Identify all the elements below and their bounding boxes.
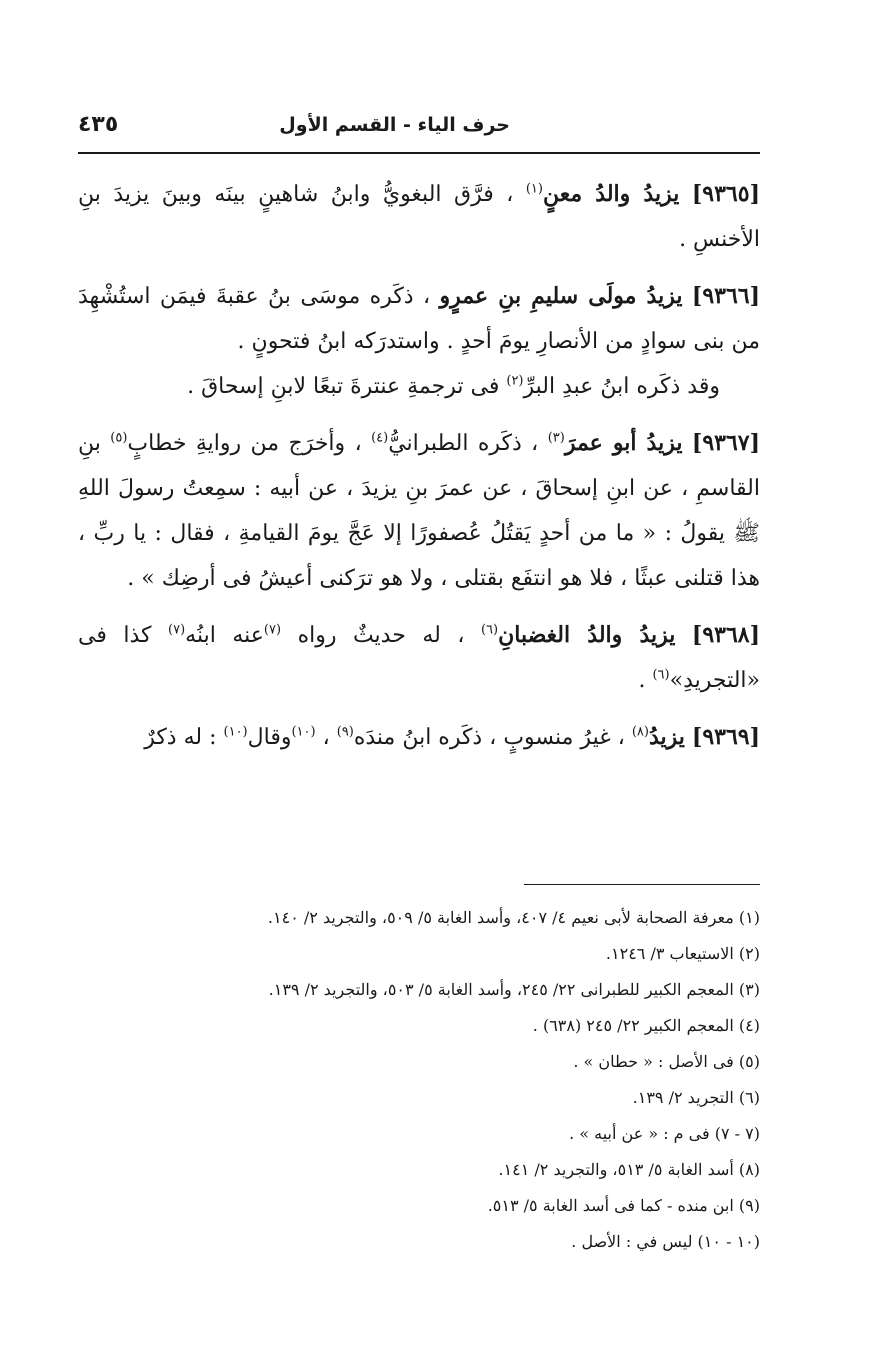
footnote: (٢) الاستيعاب ٣/ ١٢٤٦. bbox=[605, 944, 760, 963]
hadith-quote: « ما من أحدٍ يَقتُلُ عُصفورًا إلا عَجَّ يومَ القيامةِ ، فقال : يا ربِّ ، هذا قتلنى عبثًا ، فلا هو انتفَع بقتلى ، ولا هو ترَكنى أعيشُ فى أرضِك » . bbox=[78, 521, 760, 591]
footnote: (٨) أسد الغابة ٥/ ٥١٣، والتجريد ٢/ ١٤١. bbox=[498, 1160, 760, 1179]
entry-9366 bbox=[78, 274, 760, 409]
entry-text: عنه ابنُه bbox=[185, 623, 264, 648]
entry-name: يزيدُ أبو عمرَ bbox=[564, 430, 683, 456]
footnote-marker: (٥) bbox=[110, 430, 128, 446]
footnote-marker: (١٠) bbox=[223, 724, 248, 740]
entry-9365 bbox=[78, 172, 760, 262]
footnote: (٥) فى الأصل : « حطان » . bbox=[573, 1052, 760, 1071]
entry-text: ، غيرُ منسوبٍ ، ذكَره ابنُ مندَه bbox=[353, 725, 625, 750]
entry-paragraph bbox=[78, 274, 760, 364]
entry-paragraph bbox=[78, 172, 760, 262]
footnotes bbox=[78, 900, 760, 1260]
footnote-marker: (٦) bbox=[480, 622, 499, 638]
footnote: (٦) التجريد ٢/ ١٣٩. bbox=[632, 1088, 760, 1107]
footnote: (٧ - ٧) فى م : « عن أبيه » . bbox=[569, 1124, 760, 1143]
entry-9368 bbox=[78, 613, 760, 703]
entry-number: [٩٣٦٧] bbox=[691, 430, 760, 456]
entry-text: ، ذكَره الطبرانيُّ bbox=[388, 431, 539, 456]
entry-text: بنِ القاسمِ ، عن ابنِ إسحاقَ ، عن عمرَ بنِ يزيدَ ، عن أبيه : سمِعتُ رسولَ اللهِ ﷺ يقولُ : bbox=[78, 431, 760, 546]
entry-number: [٩٣٦٦] bbox=[691, 283, 760, 309]
entry-number: [٩٣٦٩] bbox=[691, 724, 760, 750]
entry-text: فى ترجمةِ عنترةَ تبعًا لابنِ إسحاقَ . bbox=[187, 374, 500, 399]
entry-name: يزيدُ bbox=[648, 724, 685, 750]
entry-number: [٩٣٦٥] bbox=[691, 181, 760, 207]
entry-text: ، ذكَره موسَى بنُ عقبةَ فيمَن استُشْهِدَ من بنى سوادٍ من الأنصارِ يومَ أحدٍ . واستدرَكه ابنُ فتحونٍ . bbox=[78, 284, 760, 354]
entry-text: ، bbox=[322, 725, 330, 750]
footnote-separator bbox=[524, 884, 760, 885]
footnote: (٩) ابن منده - كما فى أسد الغابة ٥/ ٥١٣. bbox=[487, 1196, 760, 1215]
entry-text: . bbox=[638, 668, 646, 693]
entry-name: يزيدُ والدُ الغضبانِ bbox=[498, 622, 676, 648]
footnote-marker: (٣) bbox=[547, 430, 565, 446]
footnote: (١) معرفة الصحابة لأبى نعيم ٤/ ٤٠٧، وأسد الغابة ٥/ ٥٠٩، والتجريد ٢/ ١٤٠. bbox=[267, 908, 760, 927]
footnote-marker: (٧) bbox=[263, 622, 282, 638]
page-header bbox=[78, 112, 760, 148]
entry-text: كذا فى «التجريدِ» bbox=[78, 623, 760, 693]
footnote-marker: (٨) bbox=[631, 724, 649, 740]
entry-name: يزيدُ والدُ معنٍ bbox=[542, 181, 680, 207]
main-text bbox=[78, 172, 760, 772]
footnote-marker: (١٠) bbox=[291, 724, 316, 740]
running-title: حرف الياء - القسم الأول bbox=[279, 114, 510, 136]
entry-paragraph bbox=[78, 715, 760, 760]
page-number: ٤٣٥ bbox=[78, 112, 119, 137]
entry-text: ، وأخرَج من روايةِ خطابٍ bbox=[127, 431, 362, 456]
header-rule bbox=[78, 152, 760, 154]
entry-name: يزيدُ مولَى سليمِ بنِ عمرٍو bbox=[439, 283, 683, 309]
footnote-marker: (٢) bbox=[506, 373, 524, 389]
entry-9369 bbox=[78, 715, 760, 760]
footnote-marker: (١) bbox=[525, 181, 543, 197]
footnote: (٣) المعجم الكبير للطبرانى ٢٢/ ٢٤٥، وأسد الغابة ٥/ ٥٠٣، والتجريد ٢/ ١٣٩. bbox=[268, 980, 760, 999]
footnote-marker: (٩) bbox=[336, 724, 354, 740]
entry-text: ، له حديثٌ رواه bbox=[297, 623, 465, 648]
entry-9367 bbox=[78, 421, 760, 601]
footnote-marker: (٧) bbox=[168, 622, 186, 638]
entry-text: وقال bbox=[247, 725, 292, 750]
entry-paragraph-continued bbox=[78, 364, 760, 409]
entry-paragraph bbox=[78, 613, 760, 703]
footnote: (٤) المعجم الكبير ٢٢/ ٢٤٥ (٦٣٨) . bbox=[532, 1016, 760, 1035]
entry-paragraph bbox=[78, 421, 760, 601]
footnote-marker: (٤) bbox=[371, 430, 389, 446]
entry-text: : له ذكرٌ bbox=[144, 725, 217, 750]
footnote-marker: (٦) bbox=[652, 667, 670, 683]
footnote: (١٠ - ١٠) ليس في : الأصل . bbox=[571, 1232, 760, 1251]
entry-text: ، فرَّق البغويُّ وابنُ شاهينٍ بينَه وبينَ يزيدَ بنِ الأخنسِ . bbox=[78, 182, 760, 252]
entry-text: وقد ذكَره ابنُ عبدِ البرِّ bbox=[523, 374, 720, 399]
entry-number: [٩٣٦٨] bbox=[691, 622, 761, 648]
